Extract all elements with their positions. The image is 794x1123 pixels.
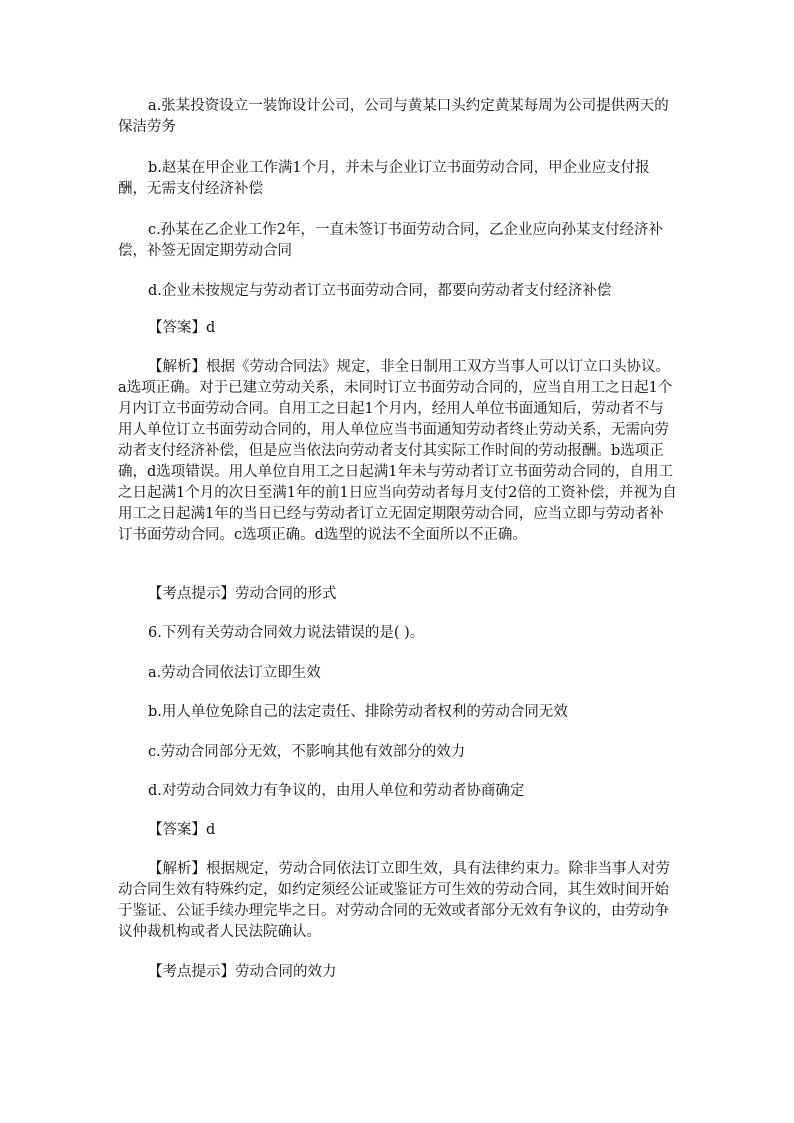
question-6-paragraph: 6.下列有关劳动合同效力说法错误的是( )。 (148, 625, 425, 641)
q6-option-c-paragraph: c.劳动合同部分无效，不影响其他有效部分的效力 (148, 744, 466, 760)
key-point-paragraph: 【考点提示】劳动合同的形式 (148, 586, 337, 602)
q6-option-d-paragraph: d.对劳动合同效力有争议的，由用人单位和劳动者协商确定 (148, 783, 525, 799)
answer-paragraph: 【答案】d (148, 320, 216, 336)
q6-analysis-paragraph: 【解析】根据规定，劳动合同依法订立即生效，具有法律约束力。除非当事人对劳动合同生效有特殊约定，如约定须经公证或鉴证方可生效的劳动合同，其生效时间开始于鉴证、公证手续办理完毕之日。对劳动合同的无效或者部分无效有争议的，由劳动争议仲裁机构或者人民法院确认。 (118, 861, 670, 940)
q6-option-a-paragraph: a.劳动合同依法订立即生效 (148, 665, 321, 681)
option-a-paragraph: a.张某投资设立一装饰设计公司，公司与黄某口头约定黄某每周为公司提供两天的保洁劳务 (118, 98, 669, 135)
option-b-paragraph: b.赵某在甲企业工作满1个月，并未与企业订立书面劳动合同，甲企业应支付报酬，无需支付经济补偿 (118, 160, 650, 197)
option-c-paragraph: c.孙某在乙企业工作2年，一直未签订书面劳动合同，乙企业应向孙某支付经济补偿，补签无固定期劳动合同 (118, 222, 663, 259)
q6-answer-paragraph: 【答案】d (148, 822, 216, 838)
analysis-paragraph: 【解析】根据《劳动合同法》规定，非全日制用工双方当事人可以订立口头协议。a选项正确。对于已建立劳动关系，未同时订立书面劳动合同的，应当自用工之日起1个月内订立书面劳动合同。自用工之日起1个月内，经用人单位书面通知后，劳动者不与用人单位订立书面劳动合同的，用人单位应当书面通知劳动者终止劳动关系，无需向劳动者支付经济补偿，但是应当依法向劳动者支付其实际工作时间的劳动报酬。b选项正确，d选项错误。用人单位自用工之日起满1年未与劳动者订立书面劳动合同的，自用工之日起满1个月的次日至满1年的前1日应当向劳动者每月支付2倍的工资补偿，并视为自用工之日起满1年的当日已经与劳动者订立无固定期限劳动合同，应当立即与劳动者补订书面劳动合同。c选项正确。d选型的说法不全面所以不正确。 (118, 359, 677, 543)
q6-option-b-paragraph: b.用人单位免除自己的法定责任、排除劳动者权利的劳动合同无效 (148, 704, 568, 720)
option-d-paragraph: d.企业未按规定与劳动者订立书面劳动合同，都要向劳动者支付经济补偿 (148, 283, 612, 299)
q6-key-point-paragraph: 【考点提示】劳动合同的效力 (148, 964, 337, 980)
